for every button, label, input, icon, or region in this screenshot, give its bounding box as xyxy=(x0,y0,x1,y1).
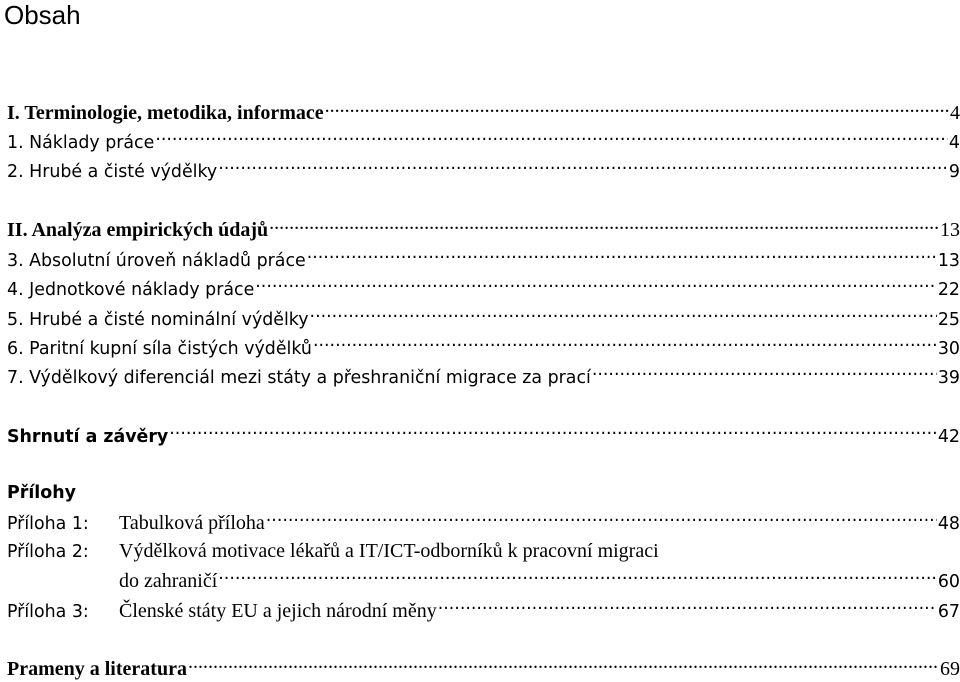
toc-entry-appendix-2[interactable] xyxy=(7,538,960,564)
toc-entry-label: 1. Náklady práce xyxy=(7,133,155,153)
toc-entry-label: 7. Výdělkový diferenciál mezi státy a přeshraniční migrace za prací xyxy=(7,368,591,388)
toc-entry-label: Shrnutí a závěry xyxy=(7,427,169,447)
dot-leader xyxy=(169,422,937,442)
toc-entry-section-3[interactable] xyxy=(7,246,960,272)
dot-leader xyxy=(255,275,937,295)
toc-entry-label-continued: do zahraničí xyxy=(119,570,218,592)
toc-entry-label: Členské státy EU a jejich národní měny xyxy=(119,600,437,622)
toc-entry-summary[interactable] xyxy=(7,422,960,448)
toc-page-number: 39 xyxy=(937,368,960,388)
dot-leader xyxy=(155,128,948,148)
dot-leader xyxy=(438,597,937,617)
toc-page-number: 67 xyxy=(937,602,960,622)
dot-leader xyxy=(310,305,937,325)
toc-entry-appendix-2-continued[interactable] xyxy=(119,567,960,593)
dot-leader xyxy=(592,363,937,383)
toc-page-number: 13 xyxy=(937,251,960,271)
toc-page-number: 9 xyxy=(948,162,960,182)
toc-entry-sources[interactable] xyxy=(7,655,960,681)
toc-entry-label: 4. Jednotkové náklady práce xyxy=(7,280,255,300)
toc-entry-appendix-1[interactable] xyxy=(7,509,960,535)
toc-page-number: 30 xyxy=(937,339,960,359)
toc-entry-section-5[interactable] xyxy=(7,305,960,331)
appendix-number: Příloha 1: xyxy=(7,514,89,534)
toc-page-number: 13 xyxy=(940,219,960,241)
dot-leader xyxy=(218,157,948,177)
toc-entry-label: 6. Paritní kupní síla čistých výdělků xyxy=(7,339,312,359)
toc-page-number: 48 xyxy=(937,514,960,534)
toc-page-number: 4 xyxy=(948,133,960,153)
toc-entry-section-6[interactable] xyxy=(7,334,960,360)
toc-page-number: 60 xyxy=(937,572,960,592)
toc-entry-section-7[interactable] xyxy=(7,363,960,389)
toc-page-number: 69 xyxy=(940,658,960,680)
dot-leader xyxy=(218,567,937,587)
toc-entry-label: 3. Absolutní úroveň nákladů práce xyxy=(7,251,306,271)
appendix-number: Příloha 2: xyxy=(7,542,89,562)
toc-page-number: 22 xyxy=(937,280,960,300)
toc-entry-label: 5. Hrubé a čisté nominální výdělky xyxy=(7,310,309,330)
toc-entry-label: Prameny a literatura xyxy=(7,658,187,680)
toc-entry-section-2[interactable] xyxy=(7,157,960,183)
toc-page-number: 42 xyxy=(937,427,960,447)
toc-entry-part-2[interactable] xyxy=(7,216,960,242)
dot-leader xyxy=(307,246,937,266)
appendix-heading: Přílohy xyxy=(7,483,76,503)
toc-entry-section-4[interactable] xyxy=(7,275,960,301)
toc-entry-part-1[interactable] xyxy=(7,99,960,125)
dot-leader xyxy=(269,216,939,236)
dot-leader xyxy=(325,99,949,119)
toc-entry-appendix-3[interactable] xyxy=(7,597,960,623)
toc-entry-label: 2. Hrubé a čisté výdělky xyxy=(7,162,218,182)
toc-page-number: 25 xyxy=(937,310,960,330)
page-title: Obsah xyxy=(4,0,81,30)
toc-page-number: 4 xyxy=(950,102,960,124)
dot-leader xyxy=(266,509,937,529)
toc-entry-label: II. Analýza empirických údajů xyxy=(7,219,269,241)
toc-entry-label: Výdělková motivace lékařů a IT/ICT-odborníků k pracovní migraci xyxy=(119,540,659,562)
appendix-number: Příloha 3: xyxy=(7,602,89,622)
dot-leader xyxy=(188,655,939,675)
toc-entry-label: I. Terminologie, metodika, informace xyxy=(7,102,324,124)
dot-leader xyxy=(313,334,937,354)
toc-entry-section-1[interactable] xyxy=(7,128,960,154)
toc-entry-label: Tabulková příloha xyxy=(119,512,265,534)
